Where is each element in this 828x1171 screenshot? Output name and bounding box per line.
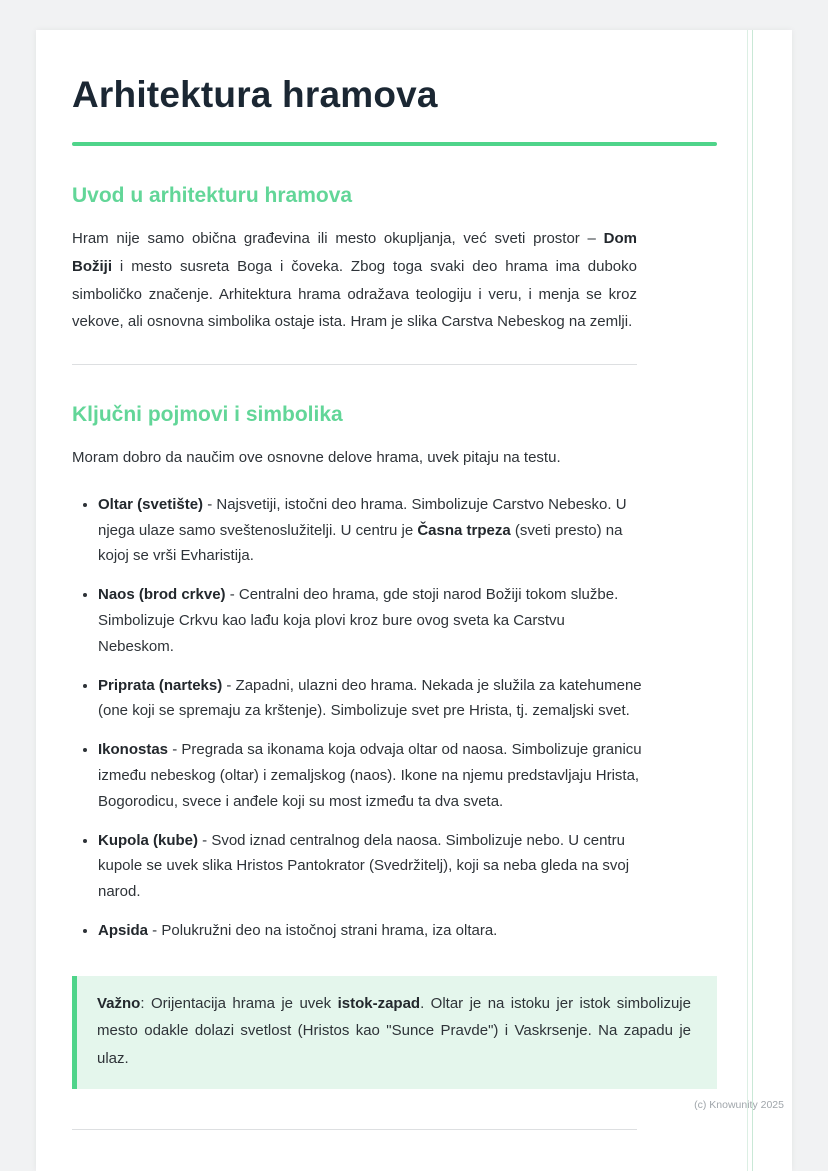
bottom-divider (72, 1129, 637, 1130)
page-title: Arhitektura hramova (72, 74, 438, 115)
terms-list (72, 492, 644, 944)
term-list-item: • Priprata (narteks) - Zapadni, ulazni deo hrama. Nekada je služila za katehumene (one koji se spremaju za krštenje). Simbolizuje svet pre Hrista, tj. zemaljski svet. (98, 673, 644, 725)
terms-intro-paragraph: Moram dobro da naučim ove osnovne delove hrama, uvek pitaju na testu. (72, 449, 561, 466)
term-list-item: • Oltar (svetište) - Najsvetiji, istočni deo hrama. Simbolizuje Carstvo Nebesko. U njega ulaze samo sveštenoslužitelji. U centru je Časna trpeza (sveti presto) na kojoj se vrši Evharistija. (98, 492, 644, 569)
section-heading-kljucni: Ključni pojmovi i simbolika (72, 403, 343, 426)
important-callout (72, 976, 717, 1089)
term-list-item: • Naos (brod crkve) - Centralni deo hrama, gde stoji narod Božiji tokom službe. Simbolizuje Crkvu kao lađu koja plovi kroz bure ovog sveta ka Carstvu Nebeskom. (98, 582, 644, 659)
term-list-item: • Apsida - Polukružni deo na istočnoj strani hrama, iza oltara. (98, 918, 644, 944)
term-list-item: • Kupola (kube) - Svod iznad centralnog dela naosa. Simbolizuje nebo. U centru kupole se uvek slika Hristos Pantokrator (Svedržitelj), koji sa neba gleda na svoj narod. (98, 828, 644, 905)
footer (72, 1099, 784, 1111)
callout-text: Važno: Orijentacija hrama je uvek istok-zapad. Oltar je na istoku jer istok simbolizuje mesto odakle dolazi svetlost (Hristos kao "Sunce Pravde") i Vaskrsenje. Na zapadu je ulaz. (97, 994, 691, 1068)
document-page (36, 30, 792, 1171)
title-underline (72, 142, 717, 146)
footer-credit: (c) Knowunity 2025 (694, 1098, 784, 1111)
section-divider (72, 364, 637, 365)
section-heading-uvod: Uvod u arhitekturu hramova (72, 184, 353, 207)
intro-paragraph: Hram nije samo obična građevina ili mesto okupljanja, već sveti prostor – Dom Božiji i mesto susreta Boga i čoveka. Zbog toga svaki deo hrama ima duboko simboličko značenje. Arhitektura hrama odražava teologiju i veru, i menja se kroz vekove, ali osnovna simbolika ostaje ista. Hram je slika Carstva Nebeskog na zemlji. (72, 230, 637, 331)
term-list-item: • Ikonostas - Pregrada sa ikonama koja odvaja oltar od naosa. Simbolizuje granicu između nebeskog (oltar) i zemaljskog (naos). Ikone na njemu predstavljaju Hrista, Bogorodicu, svece i anđele koji su most između ta dva sveta. (98, 737, 644, 814)
